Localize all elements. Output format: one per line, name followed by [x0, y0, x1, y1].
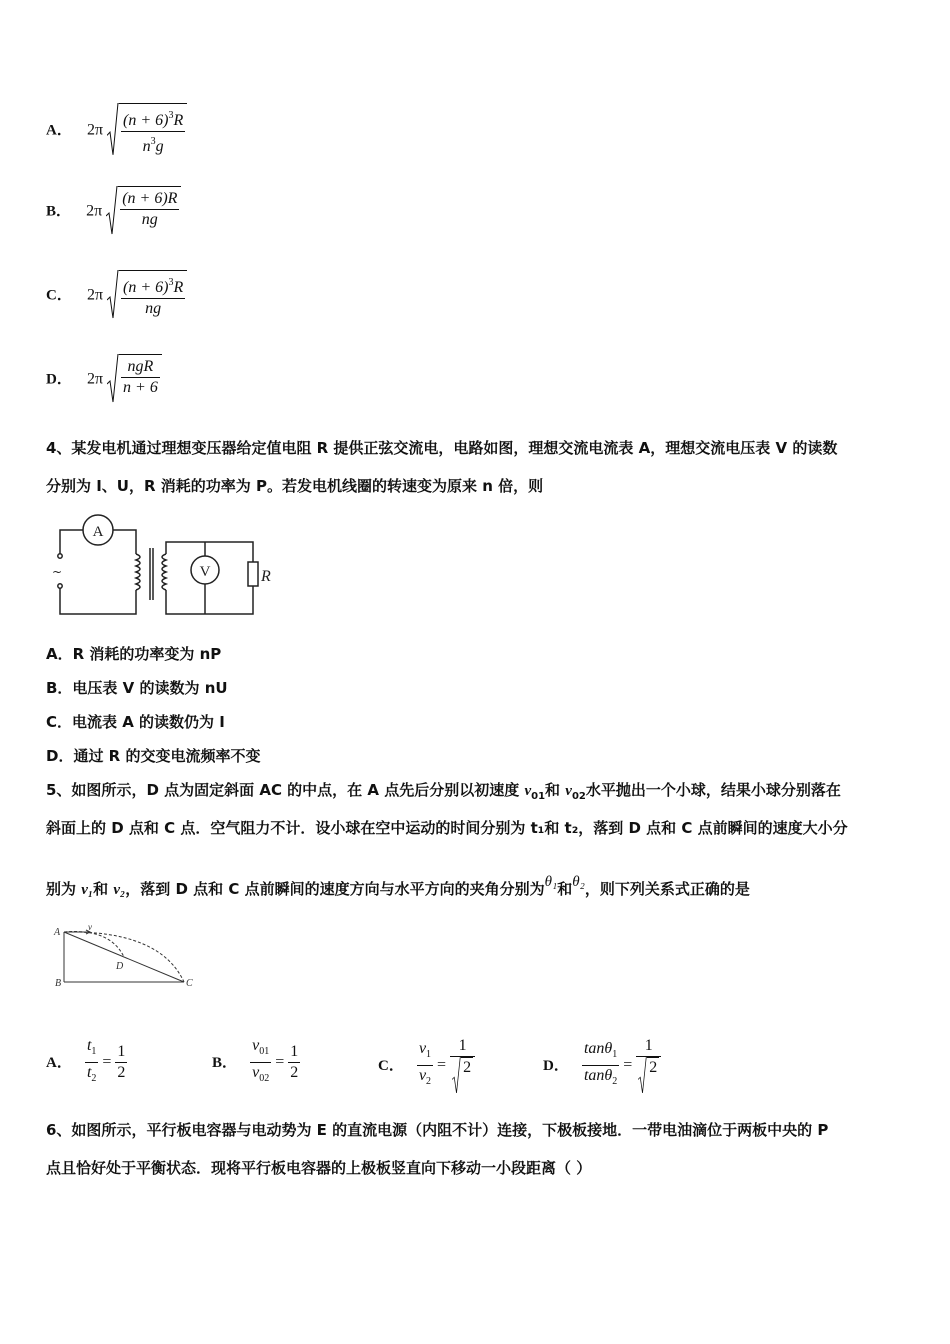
point-b-label: B: [55, 978, 62, 989]
q4-option-a: A．R 消耗的功率变为 nP: [46, 645, 222, 663]
sqrt-two: 2: [638, 1057, 659, 1095]
q4-circuit-diagram: [48, 512, 288, 622]
radical-sign: [107, 103, 119, 157]
radical-expression: $\frac{(n + 6)R}{ng}$: [106, 186, 181, 236]
q5-option-a: A． $\frac{t_1}{t_2}$ = $\frac{1}{2}$: [46, 1037, 126, 1084]
radical-expression: $\frac{(n + 6)^3R}{ng}$: [107, 270, 187, 320]
voltmeter-label: V: [199, 564, 211, 580]
q5-option-c: C． $\frac{v_1}{v_2}$ = $\frac{1}{2}$: [378, 1036, 475, 1095]
two-pi: 2π: [86, 370, 104, 387]
theta1: θ₁: [544, 874, 558, 890]
two-pi: 2π: [86, 202, 103, 219]
radical-sign: [107, 270, 119, 320]
option-label: D．: [46, 371, 72, 388]
q5-stem-line1: 5、如图所示，D 点为固定斜面 AC 的中点，在 A 点先后分别以初速度 $v_{01}$和 $v_{02}$水平抛出一个小球，结果小球分别落在: [46, 781, 841, 802]
q3-option-d: [46, 354, 162, 404]
q3-option-c: [46, 270, 187, 320]
q4-option-c: C．电流表 A 的读数仍为 I: [46, 713, 225, 731]
ac-source-symbol: ~: [52, 565, 63, 579]
q5-incline-diagram: [50, 922, 200, 994]
two-pi: 2π: [86, 121, 104, 138]
radical-expression: $\frac{(n + 6)^3R}{n^3g}$: [107, 103, 187, 157]
q5-option-d: D． $\frac{\tan\theta_1}{\tan\theta_2}$ = $\frac{1}{2}$: [543, 1036, 661, 1095]
q3-option-a: [46, 103, 187, 157]
q4-stem-line2: 分别为 I、U，R 消耗的功率为 P。若发电机线圈的转速变为原来 n 倍，则: [46, 477, 544, 495]
two-pi: 2π: [86, 286, 104, 303]
ammeter-label: A: [92, 524, 104, 540]
resistor-label: R: [261, 568, 271, 585]
radical-expression: $\frac{\text{ngR}}{n + 6}$: [107, 354, 162, 404]
sqrt-two: 2: [452, 1057, 473, 1095]
option-label: A．: [46, 122, 72, 139]
radical-sign: [107, 354, 119, 404]
q3-option-b: [46, 186, 181, 236]
q5-stem-line3: 别为 v₁和 v₂，落到 D 点和 C 点前瞬间的速度方向与水平方向的夹角分别为θ₁和θ₂，则下列关系式正确的是: [46, 874, 750, 898]
q5-stem-line2: 斜面上的 D 点和 C 点．空气阻力不计．设小球在空中运动的时间分别为 t₁和 t₂，落到 D 点和 C 点前瞬间的速度大小分: [46, 819, 848, 837]
q5-option-b: B． $\frac{v_{01}}{v_{02}}$ = $\frac{1}{2}$: [212, 1037, 299, 1084]
velocity-label: v: [88, 922, 92, 932]
point-d-label: D: [116, 961, 124, 972]
point-a-label: A: [54, 927, 61, 938]
theta2: θ₂: [572, 874, 585, 890]
point-c-label: C: [186, 978, 193, 989]
option-label: B．: [46, 203, 72, 220]
radical-sign: [106, 186, 118, 236]
q4-option-d: D．通过 R 的交变电流频率不变: [46, 747, 261, 765]
q4-option-b: B．电压表 V 的读数为 nU: [46, 679, 228, 697]
q6-stem-line2: 点且恰好处于平衡状态．现将平行板电容器的上极板竖直向下移动一小段距离（ ）: [46, 1159, 592, 1177]
option-label: C．: [46, 287, 72, 304]
q6-stem-line1: 6、如图所示，平行板电容器与电动势为 E 的直流电源（内阻不计）连接，下极板接地．一带电油滴位于两板中央的 P: [46, 1121, 829, 1139]
q4-stem-line1: 4、某发电机通过理想变压器给定值电阻 R 提供正弦交流电，电路如图，理想交流电流表 A，理想交流电压表 V 的读数: [46, 439, 838, 457]
